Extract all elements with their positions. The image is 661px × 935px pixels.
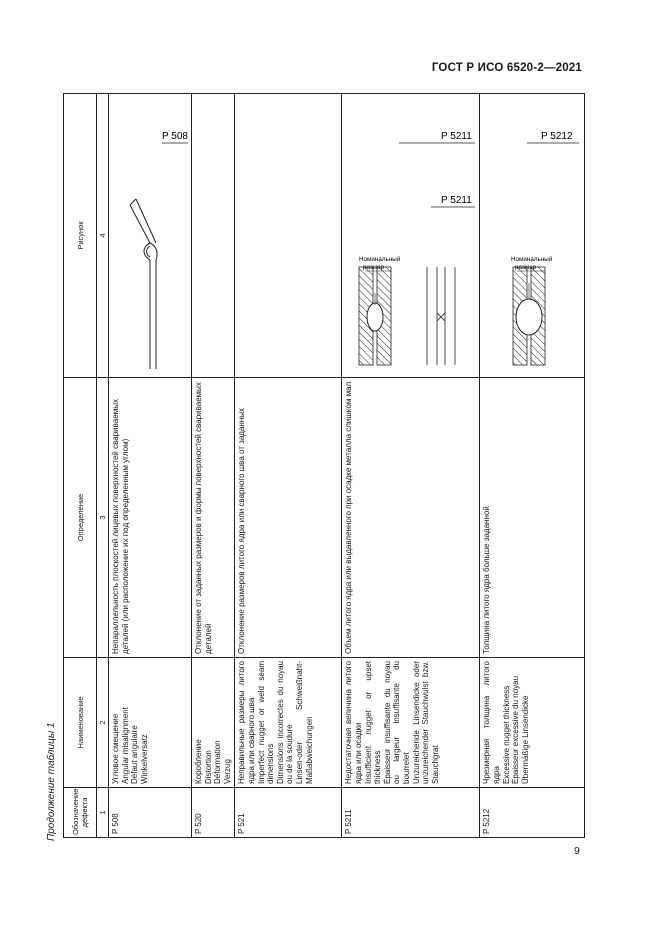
name-de: Verzug <box>222 759 232 784</box>
name-en: Excessive nugget thickness <box>501 685 511 784</box>
defect-figure <box>480 94 585 378</box>
figure-label: P 508 <box>162 131 188 142</box>
defect-name <box>342 658 480 788</box>
name-en: Distortion <box>203 750 213 784</box>
col-header-definition: Определение <box>64 378 97 658</box>
defect-code: P 5211 <box>342 788 480 838</box>
table-row <box>235 94 342 838</box>
name-fr: Défaut angulaire <box>130 725 140 784</box>
name-fr: Épaisseur insuffisante du noyau ou largeur insuffisante du bourrelet <box>382 661 411 784</box>
figure-label: P 5212 <box>541 131 573 142</box>
defect-code: P 5212 <box>480 788 585 838</box>
defects-table <box>63 93 585 838</box>
name-ru: Коробление <box>194 739 203 784</box>
document-header: ГОСТ Р ИСО 6520-2—2021 <box>431 62 582 74</box>
defect-definition: Толщина литого ядра больше заданной <box>480 378 585 658</box>
table-row <box>480 94 585 838</box>
table-caption: Продолжение таблицы 1 <box>46 722 57 841</box>
defect-figure <box>235 94 342 378</box>
table-row <box>192 94 235 838</box>
defect-figure <box>192 94 235 378</box>
name-fr: Déformation <box>213 740 223 784</box>
name-de: Übermäßige Linsendicke <box>520 695 530 784</box>
defect-figure <box>109 94 192 378</box>
name-en: Insufficient nugget or upset thickness <box>363 661 383 784</box>
col-number: 1 <box>97 788 109 838</box>
defect-name <box>109 658 192 788</box>
defect-name <box>480 658 585 788</box>
insufficient-nugget-figure <box>345 97 477 375</box>
name-ru: Недостаточная величина литого ядра или осадки <box>344 661 363 784</box>
dimension-label: Номинальный <box>511 256 553 263</box>
col-number: 3 <box>97 378 109 658</box>
angular-misalignment-figure <box>112 97 188 375</box>
defect-definition: Отклонение размеров литого ядра или сварного шва от заданных <box>235 378 342 658</box>
name-de: Winkelversatz <box>139 734 149 784</box>
col-header-code: Обозначение дефекта <box>64 788 97 838</box>
defect-name <box>192 658 235 788</box>
name-ru: Неправильные размеры литого ядра или сварного шва <box>237 661 256 784</box>
defect-definition: Непараллельность плоскостей лицевых поверхностей свариваемых деталей (или расположение их под определенным углом) <box>109 378 192 658</box>
col-header-name: Наименование <box>64 658 97 788</box>
name-ru: Чрезмерная толщина литого ядра <box>482 661 501 784</box>
name-en: Angular misalignment <box>120 707 130 784</box>
name-de: Linsen-oder Schweißnaht-Maßabweichungen <box>294 661 314 784</box>
dimension-label: Номинальный <box>358 256 401 263</box>
col-number: 4 <box>97 94 109 378</box>
defect-definition: Отклонение от заданных размеров и формы поверхностей свариваемых деталей <box>192 378 235 658</box>
name-fr: Épaisseur excessive du noyau <box>511 675 521 784</box>
table-row <box>109 94 192 838</box>
dimension-label: размер <box>515 264 537 271</box>
table-row <box>342 94 480 838</box>
name-ru: Угловое смещение <box>111 713 120 784</box>
col-header-figure: Рисунок <box>64 94 97 378</box>
page-number: 9 <box>574 845 580 857</box>
name-de: Unzureichende Linsendicke oder unzureichender Stauchwulst bzw. Stauchgrat <box>411 661 440 784</box>
figure-label: P 5211 <box>440 131 472 142</box>
figure-label: P 5211 <box>440 195 472 206</box>
defect-code: P 521 <box>235 788 342 838</box>
rotated-table-frame <box>63 94 573 838</box>
column-number-row <box>97 94 109 838</box>
defect-definition: Объем литого ядра или выдавленного при осадке металла слишком мал <box>342 378 480 658</box>
table-rotation <box>63 94 573 838</box>
col-number: 2 <box>97 658 109 788</box>
defect-code: P 508 <box>109 788 192 838</box>
name-en: Imperfect nugget or weld seam dimensions <box>256 661 276 784</box>
defect-name <box>235 658 342 788</box>
defect-figure <box>342 94 480 378</box>
table-header-row <box>64 94 97 838</box>
defect-code: P 520 <box>192 788 235 838</box>
name-fr: Dimensions incorrectes du noyau ou de la soudure <box>275 661 295 784</box>
excessive-nugget-figure <box>483 97 581 375</box>
dimension-label: размер <box>362 264 385 271</box>
